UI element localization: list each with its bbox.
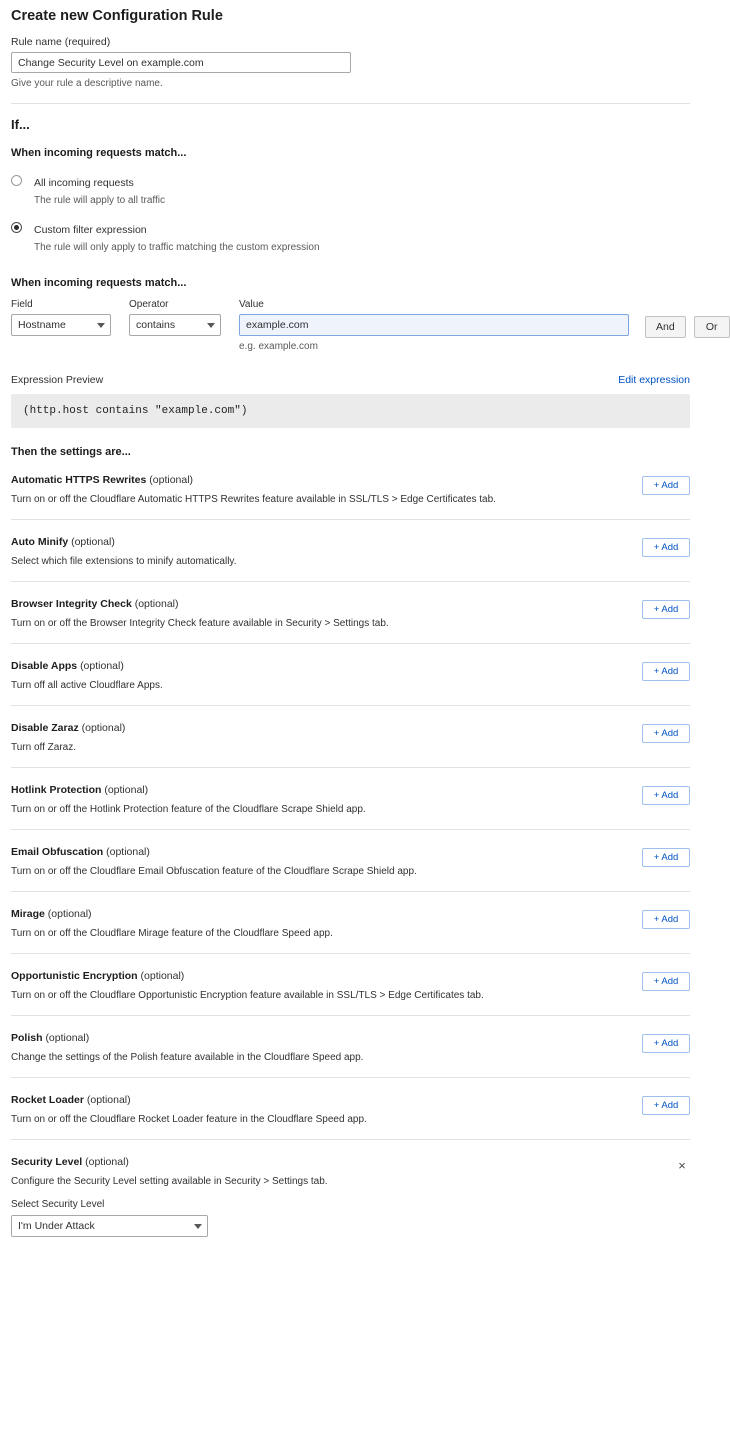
rule-name-input[interactable] (11, 52, 351, 73)
setting-row-auto-minify (11, 520, 690, 582)
setting-name (11, 660, 163, 672)
setting-name (11, 1032, 363, 1044)
security-level-select-label: Select Security Level (11, 1199, 105, 1210)
setting-name-text: Auto Minify (11, 536, 69, 548)
setting-description: Turn off all active Cloudflare Apps. (11, 680, 163, 691)
close-icon[interactable]: × (674, 1158, 690, 1174)
setting-optional-tag: (optional) (86, 1094, 131, 1106)
or-button[interactable]: Or (694, 316, 730, 338)
setting-name (11, 908, 333, 920)
setting-text (11, 536, 248, 567)
radio-description: The rule will only apply to traffic matching the custom expression (34, 242, 320, 253)
setting-name-text: Disable Zaraz (11, 722, 79, 734)
setting-description: Turn on or off the Cloudflare Rocket Loader feature in the Cloudflare Speed app. (11, 1114, 367, 1125)
radio-label: Custom filter expression (34, 224, 147, 236)
add-button[interactable]: + Add (642, 786, 690, 805)
setting-name-text: Rocket Loader (11, 1094, 84, 1106)
setting-text (11, 970, 496, 1001)
add-button[interactable]: + Add (642, 538, 690, 557)
radio-icon[interactable] (11, 175, 22, 186)
radio-description: The rule will apply to all traffic (34, 195, 165, 206)
setting-optional-tag: (optional) (106, 846, 150, 858)
setting-text (11, 784, 378, 815)
add-button[interactable]: + Add (642, 910, 690, 929)
setting-description: Turn on or off the Browser Integrity Check feature available in Security > Settings tab. (11, 618, 389, 629)
setting-optional-tag: (optional) (149, 474, 194, 486)
setting-optional-tag: (optional) (45, 1032, 90, 1044)
expression-preview-label: Expression Preview (11, 374, 104, 386)
setting-name (11, 722, 125, 734)
add-button[interactable]: + Add (642, 724, 690, 743)
setting-optional-tag: (optional) (47, 908, 92, 920)
setting-row-rocket-loader (11, 1078, 690, 1140)
value-input[interactable] (239, 314, 629, 336)
setting-name (11, 598, 389, 610)
setting-row-polish (11, 1016, 690, 1078)
setting-name (11, 474, 496, 486)
setting-optional-tag: (optional) (134, 598, 179, 610)
value-hint: e.g. example.com (239, 341, 318, 352)
radio-icon-selected[interactable] (11, 222, 22, 233)
setting-name (11, 846, 417, 858)
radio-option-custom-filter-expression[interactable] (11, 220, 690, 253)
setting-optional-tag: (optional) (80, 660, 124, 672)
setting-description: Select which file extensions to minify automatically. (11, 556, 237, 567)
setting-description: Turn on or off the Cloudflare Email Obfuscation feature of the Cloudflare Scrape Shield app. (11, 866, 417, 877)
add-button[interactable]: + Add (642, 600, 690, 619)
setting-text (11, 908, 345, 939)
field-label: Field (11, 299, 33, 310)
radio-option-all-incoming-requests[interactable] (11, 173, 690, 206)
operator-column (129, 299, 221, 336)
setting-description: Configure the Security Level setting available in Security > Settings tab. (11, 1176, 328, 1187)
setting-text (11, 1156, 340, 1237)
setting-text (11, 660, 175, 691)
expression-builder-heading: When incoming requests match... (11, 277, 187, 289)
add-button[interactable]: + Add (642, 972, 690, 991)
settings-title: Then the settings are... (11, 446, 131, 458)
if-section-subtitle: When incoming requests match... (11, 147, 187, 159)
add-button[interactable]: + Add (642, 662, 690, 681)
setting-description: Turn on or off the Cloudflare Mirage feature of the Cloudflare Speed app. (11, 928, 333, 939)
setting-row-security-level (11, 1140, 690, 1241)
security-level-select-value: I'm Under Attack (18, 1220, 95, 1232)
operator-select-value: contains (136, 319, 176, 331)
setting-description: Turn on or off the Cloudflare Opportunistic Encryption feature available in SSL/TLS > Edge Certificates tab. (11, 990, 484, 1001)
setting-name-text: Mirage (11, 908, 45, 920)
setting-row-disable-zaraz (11, 706, 690, 768)
chevron-down-icon (97, 323, 105, 328)
setting-description: Turn off Zaraz. (11, 742, 77, 753)
operator-select[interactable] (129, 314, 221, 336)
setting-description: Turn on or off the Cloudflare Automatic HTTPS Rewrites feature available in SSL/TLS > Edge Certificates tab. (11, 494, 496, 505)
setting-optional-tag: (optional) (85, 1156, 129, 1168)
setting-text (11, 598, 401, 629)
expression-builder-row (11, 299, 718, 352)
setting-row-disable-apps (11, 644, 690, 706)
setting-row-mirage (11, 892, 690, 954)
setting-row-hotlink-protection (11, 768, 690, 830)
setting-name (11, 1156, 328, 1168)
setting-text (11, 846, 429, 877)
expression-preview-box: (http.host contains "example.com") (11, 394, 690, 428)
setting-optional-tag: (optional) (104, 784, 149, 796)
divider (11, 103, 690, 104)
setting-text (11, 474, 508, 505)
field-select[interactable] (11, 314, 111, 336)
add-button[interactable]: + Add (642, 1034, 690, 1053)
setting-name (11, 536, 236, 548)
chevron-down-icon (207, 323, 215, 328)
setting-text (11, 1094, 379, 1125)
setting-row-browser-integrity-check (11, 582, 690, 644)
rule-name-help: Give your rule a descriptive name. (11, 78, 163, 89)
setting-row-email-obfuscation (11, 830, 690, 892)
add-button[interactable]: + Add (642, 1096, 690, 1115)
setting-row-automatic-https-rewrites (11, 458, 690, 520)
setting-description: Change the settings of the Polish feature available in the Cloudflare Speed app. (11, 1052, 364, 1063)
setting-name (11, 784, 366, 796)
field-column (11, 299, 111, 336)
setting-row-opportunistic-encryption (11, 954, 690, 1016)
field-select-value: Hostname (18, 319, 66, 331)
setting-name-text: Hotlink Protection (11, 784, 102, 796)
setting-description: Turn on or off the Hotlink Protection feature of the Cloudflare Scrape Shield app. (11, 804, 366, 815)
add-button[interactable]: + Add (642, 476, 690, 495)
setting-name-text: Browser Integrity Check (11, 598, 132, 610)
setting-name (11, 1094, 367, 1106)
setting-name-text: Automatic HTTPS Rewrites (11, 474, 147, 486)
setting-name (11, 970, 484, 982)
setting-name-text: Disable Apps (11, 660, 78, 672)
radio-label: All incoming requests (34, 177, 134, 189)
setting-optional-tag: (optional) (140, 970, 185, 982)
and-button[interactable]: And (645, 316, 686, 338)
operator-label: Operator (129, 299, 169, 310)
setting-name-text: Email Obfuscation (11, 846, 104, 858)
rule-name-label: Rule name (required) (11, 36, 111, 48)
setting-name-text: Opportunistic Encryption (11, 970, 138, 982)
setting-text (11, 1032, 375, 1063)
setting-text (11, 722, 137, 753)
if-section-title: If... (11, 117, 30, 132)
value-column (239, 299, 629, 352)
chevron-down-icon (194, 1224, 202, 1229)
setting-optional-tag: (optional) (81, 722, 126, 734)
expression-buttons (637, 316, 730, 338)
setting-optional-tag: (optional) (71, 536, 115, 548)
page-title: Create new Configuration Rule (11, 8, 223, 24)
setting-name-text: Security Level (11, 1156, 83, 1168)
expression-preview-header (11, 374, 690, 386)
setting-name-text: Polish (11, 1032, 43, 1044)
value-label: Value (239, 299, 264, 310)
security-level-select[interactable] (11, 1215, 208, 1237)
edit-expression-link[interactable]: Edit expression (618, 374, 690, 386)
add-button[interactable]: + Add (642, 848, 690, 867)
